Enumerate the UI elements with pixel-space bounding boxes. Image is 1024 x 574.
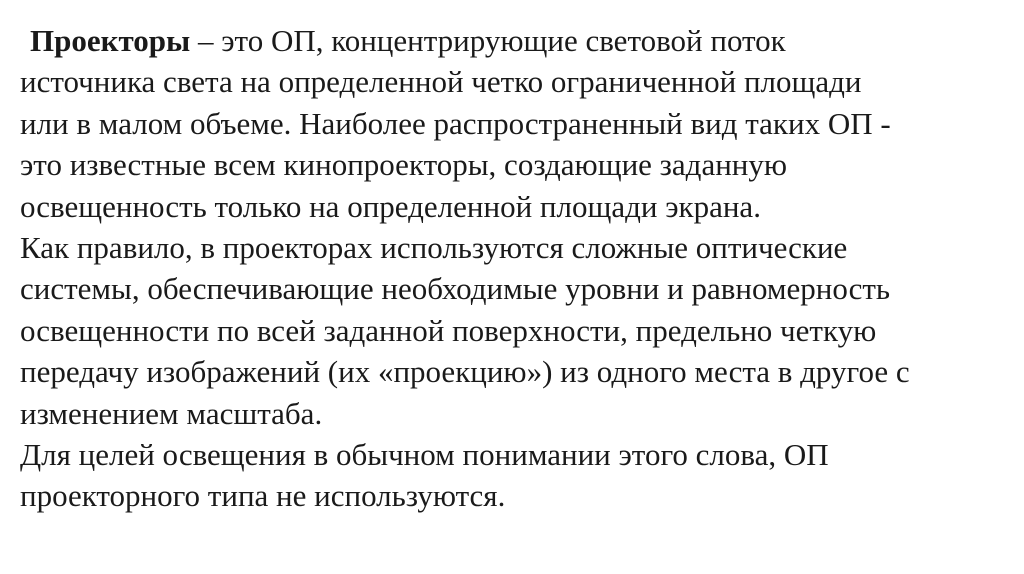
text-run: – это ОП, концентрирующие световой поток	[190, 23, 786, 58]
text-line: это известные всем кинопроекторы, создающие заданную	[20, 147, 788, 183]
slide-text-block	[20, 20, 1010, 517]
text-line: или в малом объеме. Наиболее распространенный вид таких ОП -	[20, 105, 891, 141]
text-line: Для целей освещения в обычном понимании этого слова, ОП	[20, 437, 829, 473]
text-line: Как правило, в проекторах используются сложные оптические	[20, 230, 848, 266]
text-line: источника света на определенной четко ограниченной площади	[20, 64, 862, 100]
text-line: освещенность только на определенной площади экрана.	[20, 188, 761, 224]
text-line: системы, обеспечивающие необходимые уровни и равномерность	[20, 271, 891, 307]
text-line	[20, 20, 1010, 61]
text-line: освещенности по всей заданной поверхности, предельно четкую	[20, 312, 877, 348]
term-projectors: Проекторы	[30, 23, 191, 58]
text-line: передачу изображений (их «проекцию») из одного места в другое с	[20, 354, 910, 390]
text-line: изменением масштаба.	[20, 395, 323, 431]
text-line: проекторного типа не используются.	[20, 478, 506, 514]
